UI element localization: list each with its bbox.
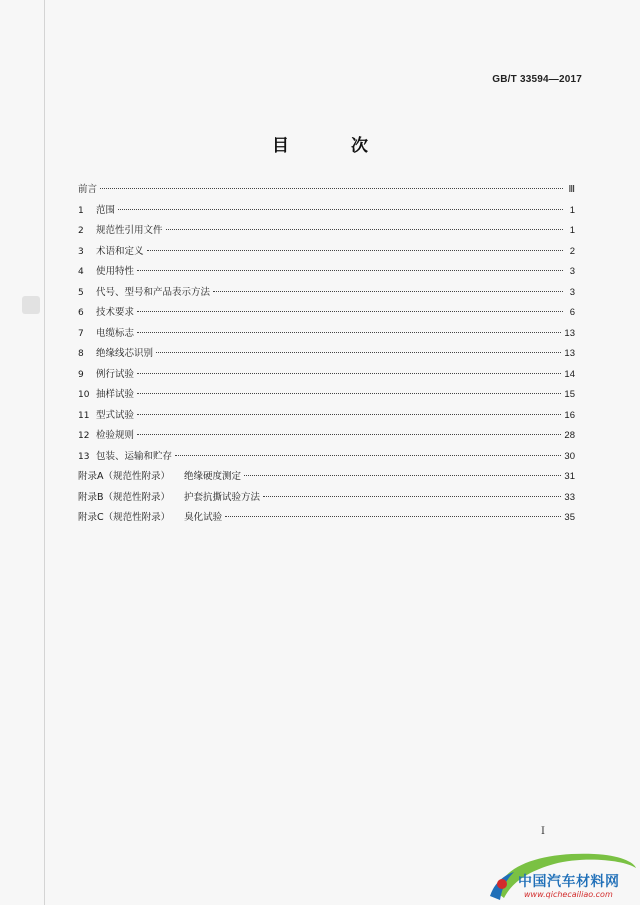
toc-entry-12[interactable]	[78, 426, 575, 447]
dot-leader	[147, 250, 563, 251]
toc-entry-label: 抽样试验	[96, 389, 135, 400]
toc-entry-label: 例行试验	[96, 368, 135, 380]
page-number: I	[541, 826, 545, 837]
toc-entry-page: 31	[564, 471, 575, 482]
toc-entry-number: 1	[78, 205, 84, 216]
toc-entry-label: 范围	[96, 204, 116, 216]
toc-entry-label: 前言	[78, 184, 98, 195]
toc-entry-page: 13	[564, 327, 575, 339]
annex-title: 绝缘硬度测定	[184, 471, 242, 482]
toc-entry-5[interactable]	[78, 283, 575, 304]
toc-entry-label: 检验规则	[96, 430, 135, 441]
toc-entry-label: 使用特性	[96, 266, 135, 277]
watermark-url: www.qichecailiao.com	[524, 890, 613, 899]
toc-entry-number: 6	[78, 308, 84, 318]
toc-entry-11[interactable]	[78, 406, 575, 427]
toc-entry-label: 规范性引用文件	[96, 225, 163, 236]
toc-entry-3[interactable]	[78, 242, 575, 263]
toc-entry-label: 电缆标志	[96, 327, 135, 339]
dot-leader	[175, 455, 561, 456]
toc-entry-number: 13	[78, 451, 90, 462]
dot-leader	[100, 188, 563, 189]
dot-leader	[225, 516, 561, 517]
toc-entry-number: 5	[78, 287, 84, 298]
dot-leader	[166, 229, 563, 230]
toc-entry-1[interactable]	[78, 201, 575, 222]
toc-entry-page: 1	[569, 225, 575, 236]
annex-label: 附录C（规范性附录）	[78, 512, 171, 523]
toc-entry-page: 30	[564, 450, 575, 462]
dot-leader	[213, 291, 563, 292]
toc-entry-number: 12	[78, 431, 90, 441]
toc-entry-4[interactable]	[78, 262, 575, 283]
toc-entry-page: 16	[564, 409, 575, 421]
toc-entry-annex-c[interactable]	[78, 508, 575, 529]
toc-entry-page: 13	[564, 348, 575, 359]
toc-entry-10[interactable]	[78, 385, 575, 406]
dot-leader	[137, 434, 561, 435]
annex-title: 臭化试验	[184, 512, 223, 523]
toc-entry-page: Ⅲ	[568, 184, 575, 195]
toc-entry-7[interactable]	[78, 324, 575, 345]
toc-entry-number: 7	[78, 328, 84, 339]
toc-entry-page: 3	[569, 286, 575, 298]
toc-entry-number: 2	[78, 226, 84, 236]
watermark-text: 中国汽车材料网	[518, 874, 620, 890]
toc-entry-page: 15	[564, 389, 575, 400]
toc-entry-2[interactable]	[78, 221, 575, 242]
dot-leader	[137, 373, 561, 374]
toc-entry-page: 33	[564, 491, 575, 503]
page-title: 目 次	[272, 136, 396, 156]
toc-entry-page: 28	[564, 430, 575, 441]
toc-entry-number: 3	[78, 246, 84, 257]
toc-entry-number: 9	[78, 369, 84, 380]
annex-title: 护套抗撕试验方法	[184, 491, 261, 503]
dot-leader	[137, 332, 561, 333]
toc-entry-annex-b[interactable]	[78, 488, 575, 509]
toc-entry-page: 2	[569, 245, 575, 257]
toc-entry-number: 4	[78, 267, 84, 277]
dot-leader	[244, 475, 561, 476]
toc-entry-annex-a[interactable]	[78, 467, 575, 488]
toc-entry-page: 6	[569, 307, 575, 318]
dot-leader	[137, 414, 561, 415]
table-of-contents	[78, 180, 575, 529]
dot-leader	[156, 352, 561, 353]
toc-entry-page: 35	[564, 512, 575, 523]
toc-entry-9[interactable]	[78, 365, 575, 386]
toc-entry-label: 绝缘线芯识别	[96, 348, 154, 359]
toc-entry-label: 代号、型号和产品表示方法	[96, 286, 211, 298]
toc-entry-number: 10	[78, 390, 90, 400]
toc-entry-page: 14	[564, 368, 575, 380]
toc-entry-number: 11	[78, 410, 90, 421]
watermark-dot-red	[497, 879, 507, 889]
toc-entry-label: 技术要求	[96, 307, 135, 318]
dot-leader	[137, 393, 561, 394]
toc-entry-label: 包装、运输和贮存	[96, 450, 173, 462]
dot-leader	[263, 496, 561, 497]
dot-leader	[137, 311, 563, 312]
toc-entry-6[interactable]	[78, 303, 575, 324]
toc-entry-label: 术语和定义	[96, 245, 144, 257]
scan-artifact	[22, 296, 40, 314]
toc-entry-label: 型式试验	[96, 409, 135, 421]
toc-entry-13[interactable]	[78, 447, 575, 468]
document-code: GB/T 33594—2017	[492, 74, 582, 85]
toc-entry-8[interactable]	[78, 344, 575, 365]
toc-entry-page: 1	[569, 204, 575, 216]
annex-label: 附录A（规范性附录）	[78, 471, 170, 482]
dot-leader	[118, 209, 563, 210]
dot-leader	[137, 270, 563, 271]
annex-label: 附录B（规范性附录）	[78, 491, 171, 503]
toc-entry-foreword[interactable]	[78, 180, 575, 201]
toc-entry-number: 8	[78, 349, 84, 359]
toc-entry-page: 3	[569, 266, 575, 277]
